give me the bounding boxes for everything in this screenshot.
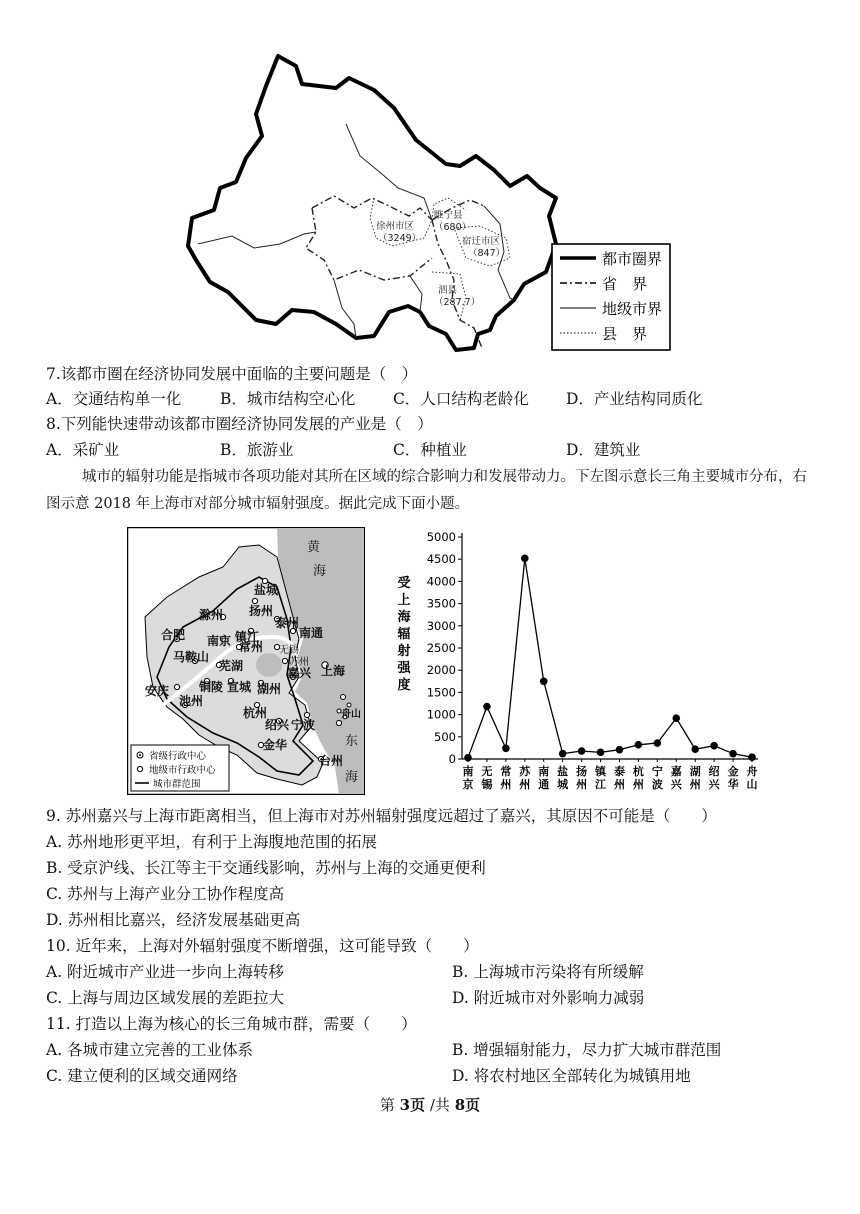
ylabel-char: 海 [397, 610, 411, 625]
x-tick-label: 苏州 [519, 765, 531, 791]
q10-option-c[interactable]: C. 上海与周边区域发展的差距拉大 [46, 989, 285, 1007]
legend-province: 省 界 [602, 275, 648, 293]
city-yancheng: 盐城 [254, 583, 279, 597]
data-point [672, 714, 680, 722]
data-point [559, 750, 567, 758]
y-tick-label: 3500 [426, 596, 456, 611]
sixian-value: （287.7） [434, 297, 481, 308]
x-tick-label: 金华 [727, 765, 739, 791]
legend-metro: 都市圈界 [602, 250, 663, 268]
city-zhoushan: 舟山 [341, 709, 361, 720]
q9-option-c[interactable]: C. 苏州与上海产业分工协作程度高 [46, 885, 285, 903]
data-point [729, 750, 737, 758]
suqian-value: （847） [468, 248, 506, 259]
xuzhou-label: 徐州市区 [376, 221, 415, 232]
q8-option-b[interactable]: B．旅游业 [220, 441, 294, 459]
x-tick-label: 舟山 [746, 765, 758, 791]
q9-option-b[interactable]: B. 受京沪线、长江等主干交通线影响，苏州与上海的交通更便利 [46, 859, 486, 877]
footer-total: 8页 [454, 1096, 481, 1114]
city-hangzhou: 杭州 [243, 706, 268, 720]
chart-ylabel [396, 575, 411, 693]
suining-label: 睢宁县 [434, 210, 463, 221]
ylabel-char: 度 [397, 678, 411, 693]
data-point [710, 742, 718, 750]
data-point [691, 745, 699, 753]
xuzhou-value: （3249） [378, 233, 422, 244]
yangtze-delta-map [127, 527, 365, 795]
x-tick-label: 常州 [500, 765, 512, 791]
city-wuhu: 芜湖 [219, 659, 244, 673]
q10-option-a[interactable]: A. 附近城市产业进一步向上海转移 [46, 963, 285, 981]
city-taizhou-zj: 台州 [319, 754, 344, 768]
legend-cluster: 城市群范围 [153, 779, 201, 790]
q10-option-d[interactable]: D. 附近城市对外影响力减弱 [452, 989, 645, 1007]
x-tick-label: 嘉兴 [670, 765, 682, 791]
footer-prefix: 第 [379, 1096, 400, 1114]
data-point [597, 749, 605, 757]
x-tick-label: 镇江 [595, 765, 607, 791]
suining-value: （680） [434, 222, 472, 233]
q7-option-b[interactable]: B．城市结构空心化 [220, 390, 356, 408]
legend-prefecture: 地级市行政中心 [149, 765, 216, 776]
y-tick-label: 0 [448, 752, 456, 766]
x-tick-label: 湖州 [689, 765, 701, 791]
city-jiaxing: 嘉兴 [287, 666, 312, 680]
x-tick-label: 宁波 [651, 765, 663, 791]
series-line [468, 558, 752, 757]
ylabel-char: 辐 [397, 627, 411, 642]
q8-option-d[interactable]: D．建筑业 [566, 441, 641, 459]
q11-option-b[interactable]: B. 增强辐射能力，尽力扩大城市群范围 [452, 1041, 722, 1059]
city-jinhua: 金华 [263, 738, 288, 752]
legend-county: 县 界 [602, 325, 648, 343]
data-point [578, 747, 586, 755]
q8-option-a[interactable]: A．采矿业 [46, 441, 120, 459]
q10-option-b[interactable]: B. 上海城市污染将有所缓解 [452, 963, 644, 981]
sixian-label: 泗县 [438, 285, 458, 296]
city-tongling: 铜陵 [199, 680, 224, 694]
data-point [521, 555, 529, 563]
sea-label-huang: 黄 [307, 540, 321, 555]
city-nantong: 南通 [299, 626, 324, 640]
y-tick-label: 2500 [426, 641, 456, 655]
legend-provincial: 省级行政中心 [149, 751, 207, 762]
q11-option-d[interactable]: D. 将农村地区全部转化为城镇用地 [452, 1067, 691, 1085]
city-shanghai: 上海 [321, 664, 346, 678]
city-chuzhou: 滁州 [199, 608, 224, 622]
footer-page: 3页 [399, 1096, 426, 1114]
x-tick-label: 泰州 [613, 765, 625, 791]
radiation-intensity-chart [390, 527, 770, 799]
ylabel-char: 射 [397, 644, 411, 659]
question-8: 8.下列能快速带动该都市圈经济协同发展的产业是（ ） [46, 415, 433, 433]
intro-paragraph: 城市的辐射功能是指城市各项功能对其所在区域的综合影响力和发展带动力。下左图示意长三角主要城市分布，右图示意 2018 年上海市对部分城市辐射强度。据此完成下面小题。 [46, 469, 807, 512]
city-ningbo: 宁波 [291, 718, 316, 732]
question-7: 7.该都市圈在经济协同发展中面临的主要问题是（ ） [46, 365, 418, 383]
x-tick-label: 杭州 [632, 765, 644, 791]
x-tick-label: 盐城 [557, 765, 569, 791]
data-point [502, 745, 510, 753]
city-suzhou: 苏州 [289, 657, 309, 668]
data-point [616, 746, 624, 754]
ylabel-char: 受 [397, 576, 411, 591]
q7-option-d[interactable]: D．产业结构同质化 [566, 390, 703, 408]
sea-label-hai2: 海 [345, 770, 359, 785]
q11-option-a[interactable]: A. 各城市建立完善的工业体系 [46, 1041, 254, 1059]
city-changzhou: 常州 [239, 640, 264, 654]
city-shaoxing: 绍兴 [265, 718, 290, 732]
city-anqing: 安庆 [145, 684, 170, 698]
map1-legend [552, 244, 670, 350]
suqian-label: 宿迁市区 [462, 236, 501, 247]
x-tick-label: 南通 [538, 765, 550, 791]
metro-area-map [184, 48, 674, 353]
city-xuancheng: 宣城 [227, 680, 252, 694]
city-chizhou: 池州 [179, 694, 204, 708]
x-tick-label: 无锡 [481, 765, 493, 791]
x-tick-label: 扬州 [576, 765, 588, 791]
q7-option-c[interactable]: C．人口结构老龄化 [393, 390, 529, 408]
y-tick-label: 4000 [426, 574, 456, 589]
metro-boundary [188, 56, 556, 350]
y-tick-label: 1500 [426, 685, 456, 700]
sea-label-dong: 东 [345, 734, 359, 749]
q11-option-c[interactable]: C. 建立便利的区域交通网络 [46, 1067, 238, 1085]
q7-option-a[interactable]: A．交通结构单一化 [46, 390, 182, 408]
city-nanjing: 南京 [207, 634, 232, 648]
footer-mid: /共 [425, 1096, 455, 1114]
city-yangzhou: 扬州 [249, 604, 274, 618]
city-zhenjiang: 镇江 [235, 630, 260, 644]
data-point [635, 741, 643, 749]
y-tick-label: 2000 [426, 663, 456, 678]
question-11: 11. 打造以上海为核心的长三角城市群，需要（ ） [46, 1015, 417, 1033]
data-point [654, 739, 662, 747]
q9-option-a[interactable]: A. 苏州地形更平坦，有利于上海腹地范围的拓展 [46, 833, 378, 851]
city-huzhou: 湖州 [257, 682, 282, 696]
y-tick-label: 3000 [426, 618, 456, 633]
y-tick-label: 1000 [426, 707, 456, 722]
data-point [540, 678, 548, 686]
city-hefei: 合肥 [161, 628, 186, 642]
ylabel-char: 上 [397, 593, 411, 608]
sea-label-hai1: 海 [313, 564, 327, 579]
city-maanshan: 马鞍山 [173, 650, 210, 664]
x-tick-label: 南京 [462, 765, 474, 791]
city-taizhou-js: 泰州 [275, 616, 300, 630]
q9-option-d[interactable]: D. 苏州相比嘉兴，经济发展基础更高 [46, 911, 301, 929]
question-9: 9. 苏州嘉兴与上海市距离相当，但上海市对苏州辐射强度远超过了嘉兴，其原因不可能是（ ） [46, 807, 717, 825]
y-tick-label: 500 [434, 729, 456, 744]
x-tick-label: 绍兴 [708, 765, 720, 791]
data-point [483, 703, 491, 711]
city-wuxi: 无锡 [279, 645, 299, 656]
y-tick-label: 5000 [426, 530, 456, 544]
y-tick-label: 4500 [426, 552, 456, 567]
q8-option-c[interactable]: C．种植业 [393, 441, 467, 459]
ylabel-char: 强 [397, 661, 411, 676]
map2-legend [131, 745, 229, 791]
page-footer [0, 1094, 860, 1115]
legend-city: 地级市界 [602, 300, 663, 318]
question-10: 10. 近年来，上海对外辐射强度不断增强，这可能导致（ ） [46, 937, 479, 955]
